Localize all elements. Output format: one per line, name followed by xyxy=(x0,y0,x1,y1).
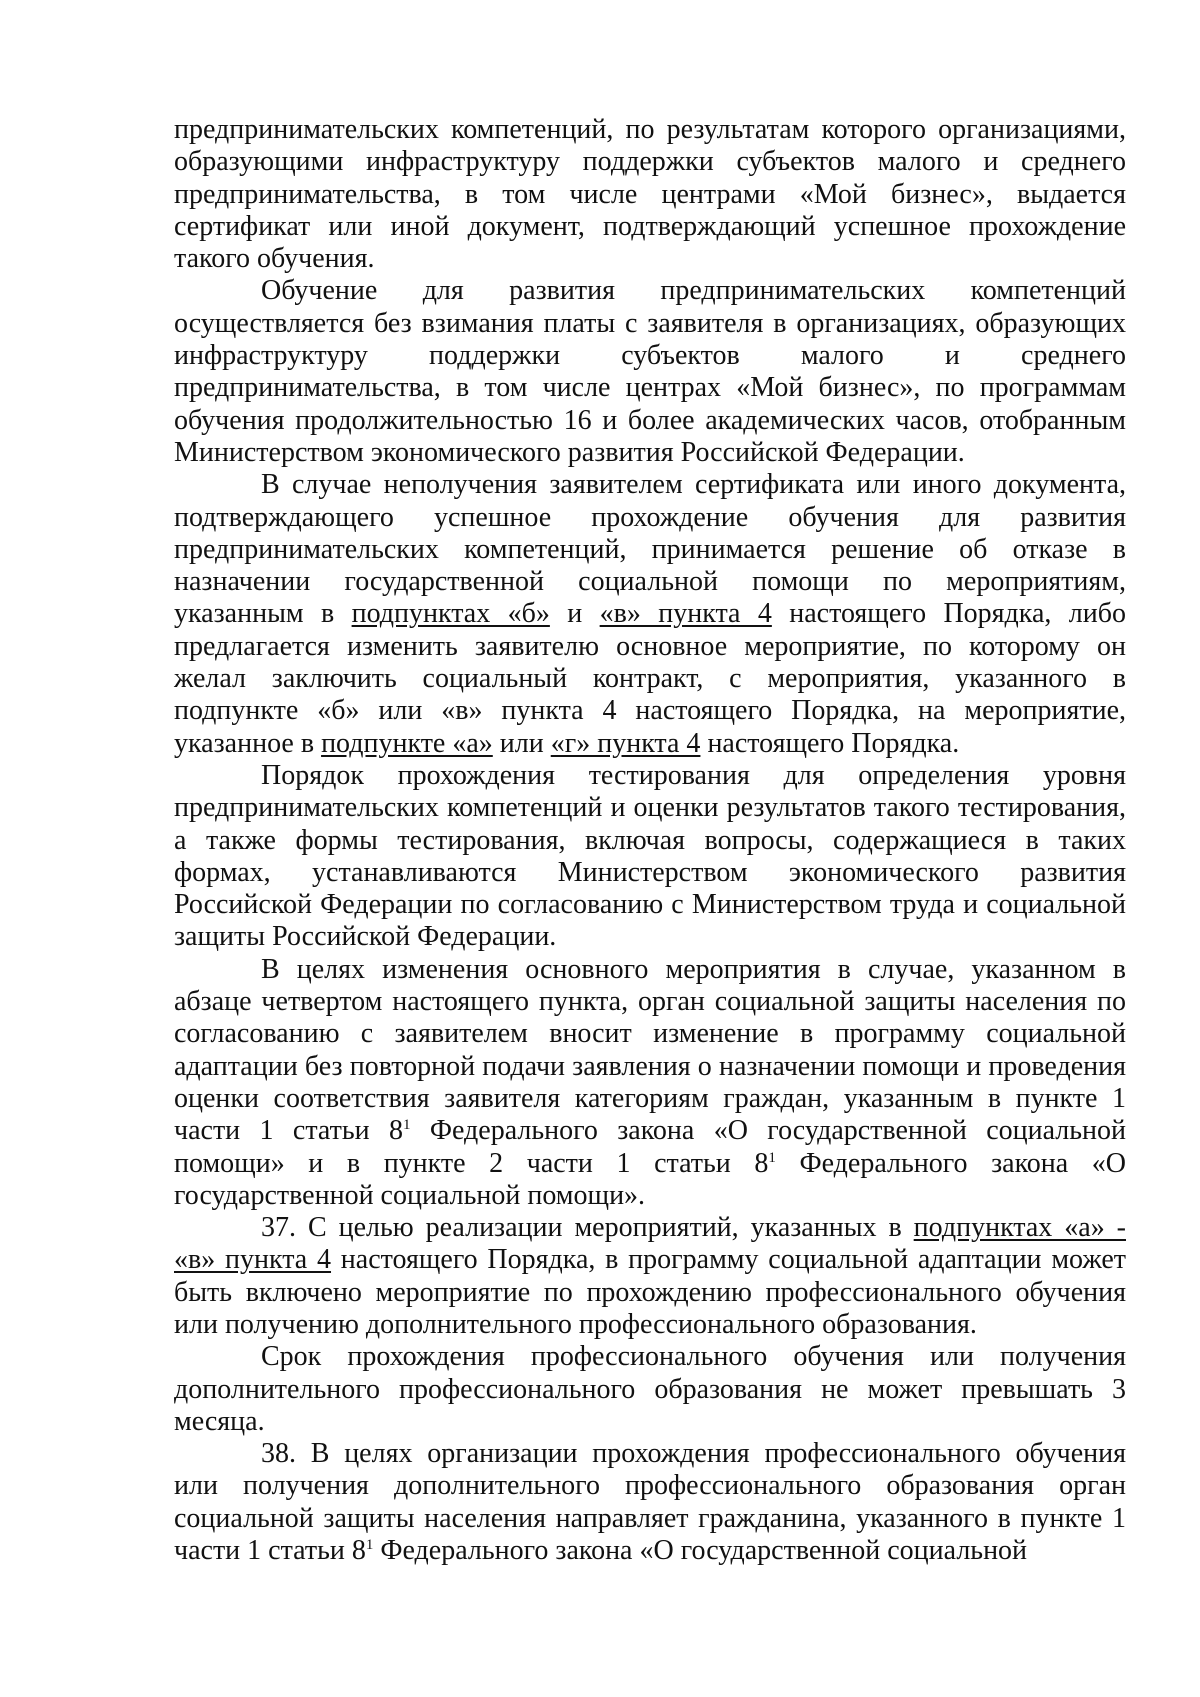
paragraph xyxy=(174,469,1126,760)
text-run: Обучение для развития предпринимательских компетенций осуществляется без взимания платы с заявителя в организациях, образующих инфраструктуру поддержки субъектов малого и среднего предпринимательства, в том числе центрах «Мой бизнес», по программам обучения продолжительностью 16 и более академических часов, отобранным Министерством экономического развития Российской Федерации. xyxy=(174,275,1126,468)
reference-link[interactable]: подпунктах «б» xyxy=(351,598,550,630)
paragraph xyxy=(174,1212,1126,1341)
text-run: Федерального закона «О государственной социальной помощи». xyxy=(174,1147,1126,1211)
text-run: 38. В целях организации прохождения профессионального обучения или получения дополнительного профессионального образования орган социальной защиты населения направляет гражданина, указанного в пункте 1 части 1 статьи 8 xyxy=(174,1438,1126,1567)
reference-link[interactable]: «в» пункта 4 xyxy=(599,598,772,630)
text-run: настоящего Порядка, либо предлагается изменить заявителю основное мероприятие, по которому он желал заключить социальный контракт, с мероприятия, указанного в подпункте «б» или «в» пункта 4 настоящего Порядка, на мероприятие, указанное в xyxy=(174,598,1127,759)
text-run: или xyxy=(492,727,551,759)
reference-link[interactable]: «г» пункта 4 xyxy=(550,727,701,759)
superscript: 1 xyxy=(402,1117,411,1134)
text-run: настоящего Порядка. xyxy=(700,727,960,759)
superscript: 1 xyxy=(768,1149,776,1166)
text-run: Срок прохождения профессионального обучения или получения дополнительного профессионального образования не может превышать 3 месяца. xyxy=(174,1341,1126,1437)
text-run: 37. С целью реализации мероприятий, указанных в xyxy=(261,1212,914,1244)
paragraph xyxy=(174,1438,1126,1567)
text-run: Федерального закона «О государственной социальной помощи» и в пункте 2 части 1 статьи 8 xyxy=(174,1115,1126,1179)
paragraph xyxy=(174,760,1126,954)
reference-link[interactable]: подпункте «а» xyxy=(321,727,493,759)
paragraph xyxy=(174,954,1126,1212)
text-run: В целях изменения основного мероприятия в случае, указанном в абзаце четвертом настоящего пункта, орган социальной защиты населения по согласованию с заявителем вносит изменение в программу социальной адаптации без повторной подачи заявления о назначении помощи и проведения оценки соответствия заявителя категориям граждан, указанным в пункте 1 части 1 статьи 8 xyxy=(174,953,1126,1147)
text-run: В случае неполучения заявителем сертификата или иного документа, подтверждающего успешное прохождение обучения для развития предпринимательских компетенций, принимается решение об отказе в назначении государственной социальной помощи по мероприятиям, указанным в xyxy=(174,469,1126,630)
text-run: предпринимательских компетенций, по результатам которого организациями, образующими инфраструктуру поддержки субъектов малого и среднего предпринимательства, в том числе центрами «Мой бизнес», выдается сертификат или иной документ, подтверждающий успешное прохождение такого обучения. xyxy=(174,114,1126,275)
superscript: 1 xyxy=(365,1537,374,1554)
paragraph xyxy=(174,1341,1126,1438)
text-run: и xyxy=(549,598,600,630)
paragraph xyxy=(174,275,1126,469)
document-page xyxy=(174,114,1126,1567)
paragraph xyxy=(174,114,1126,275)
reference-link[interactable]: подпунктах «а» - «в» пункта 4 xyxy=(174,1212,1126,1276)
text-run: настоящего Порядка, в программу социальной адаптации может быть включено мероприятие по прохождению профессионального обучения или получению дополнительного профессионального образования. xyxy=(174,1244,1126,1340)
text-run: Федерального закона «О государственной социальной xyxy=(373,1535,1028,1567)
text-run: Порядок прохождения тестирования для определения уровня предпринимательских компетенций и оценки результатов такого тестирования, а также формы тестирования, включая вопросы, содержащиеся в таких формах, устанавливаются Министерством экономического развития Российской Федерации по согласованию с Министерством труда и социальной защиты Российской Федерации. xyxy=(174,759,1126,953)
